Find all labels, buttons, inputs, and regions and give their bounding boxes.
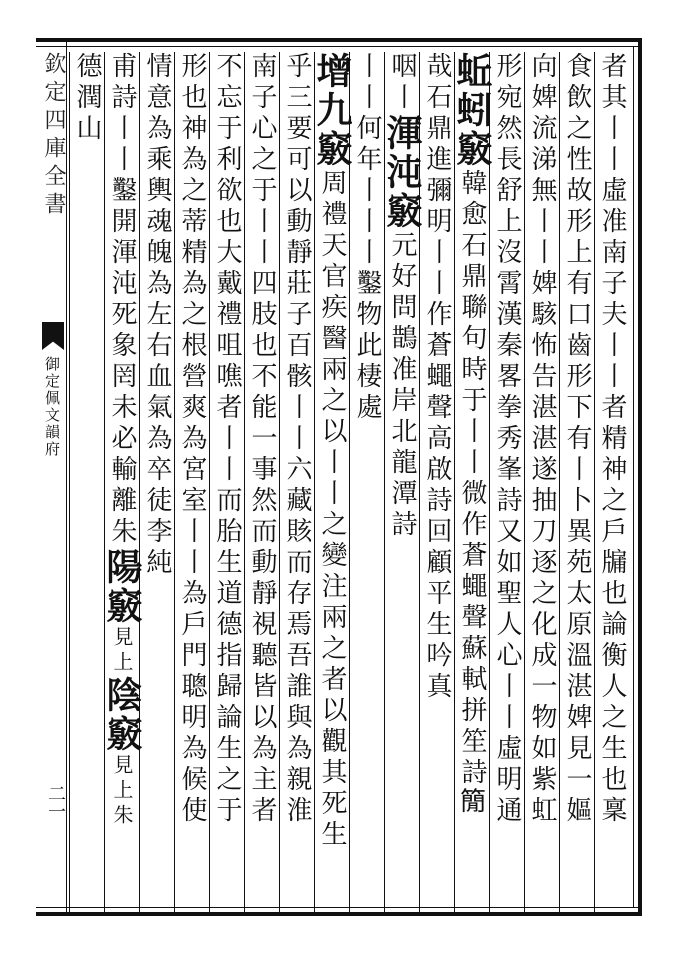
- text-column: [349, 52, 385, 914]
- cross-reference-note: 見上朱: [110, 754, 134, 829]
- text-column: [524, 52, 560, 914]
- text-column: [69, 52, 105, 914]
- column-text: 情意為乘輿魂魄為左右血氣為卒徒李純: [142, 52, 172, 579]
- page-frame: [36, 38, 642, 916]
- text-column: [311, 52, 353, 914]
- column-text: 不忘于利欲也大戴禮咀噍者丨丨而胎生道德指歸論生之于: [212, 52, 242, 827]
- right-border-inner: [633, 46, 634, 908]
- cross-reference-note: 見上: [110, 626, 134, 676]
- text-column: [594, 52, 630, 914]
- column-text: 形宛然長舒上沒霄漢秦畧拳秀峯詩又如聖人心丨丨虛明通: [492, 52, 522, 827]
- text-column: [101, 52, 143, 914]
- column-text: 韓愈石鼎聯句時于丨丨微作蒼蠅聲蘇軾拼笙詩𥳑: [457, 169, 487, 820]
- text-column: [139, 52, 175, 914]
- entry-heading: 陰竅: [101, 676, 143, 754]
- text-column: [381, 52, 423, 914]
- top-border-inner: [36, 46, 642, 47]
- text-column: [451, 52, 493, 914]
- column-text: 德潤山: [72, 52, 102, 145]
- column-text: 咽丨: [387, 52, 417, 114]
- column-text: 甫詩丨丨鑿開渾沌死象罔未必輸離朱: [107, 52, 137, 548]
- column-text: 食飲之性故形上有口齒形下有丨卜異苑太原溫湛婢見一嫗: [562, 52, 592, 827]
- page-number: 二一: [45, 784, 66, 820]
- column-text: 向婢流涕無丨丨婢駭怖告湛湛遂抽刀逐之化成一物如紫虹: [527, 52, 557, 827]
- column-text: 南子心之于丨丨四肢也不能一事然而動靜視聽皆以為主者: [247, 52, 277, 827]
- entry-heading: 蚯蚓竅: [451, 52, 493, 169]
- text-column: [559, 52, 595, 914]
- top-border: [36, 38, 642, 42]
- text-column: [174, 52, 210, 914]
- text-column: [489, 52, 525, 914]
- column-text: 形也神為之蒂精為之根營爽為宮室丨丨為戶門聰明為候使: [177, 52, 207, 827]
- entry-heading: 渾沌竅: [381, 114, 423, 231]
- entry-heading: 陽竅: [101, 548, 143, 626]
- column-text: 丨丨何年丨丨丨鑿物此棲處: [352, 52, 382, 424]
- text-column: [419, 52, 455, 914]
- page-gutter: [36, 38, 67, 916]
- column-text: 周禮天官疾醫兩之以丨丨之變注兩之者以觀其死生: [317, 169, 347, 851]
- text-column: [244, 52, 280, 914]
- column-text: 乎三要可以動靜莊子百骸丨丨六藏賅而存焉吾誰與為親淮: [282, 52, 312, 827]
- book-subtitle: 御定佩文韻府: [43, 356, 61, 458]
- text-column: [279, 52, 315, 914]
- column-text: 者其丨丨虛准南子夫丨丨者精神之戶牖也論衡人之生也稟: [597, 52, 627, 827]
- column-text: 元好問鵲准岸北龍潭詩: [387, 231, 417, 541]
- book-title: 欽定四庫全書: [41, 52, 66, 220]
- entry-heading: 增九竅: [311, 52, 353, 169]
- text-column: [209, 52, 245, 914]
- right-border: [638, 38, 642, 916]
- fishtail-mark-icon: [42, 322, 64, 350]
- column-text: 哉石鼎進彌明丨丨作蒼蠅聲高啟詩回顧平生吟真: [422, 52, 452, 703]
